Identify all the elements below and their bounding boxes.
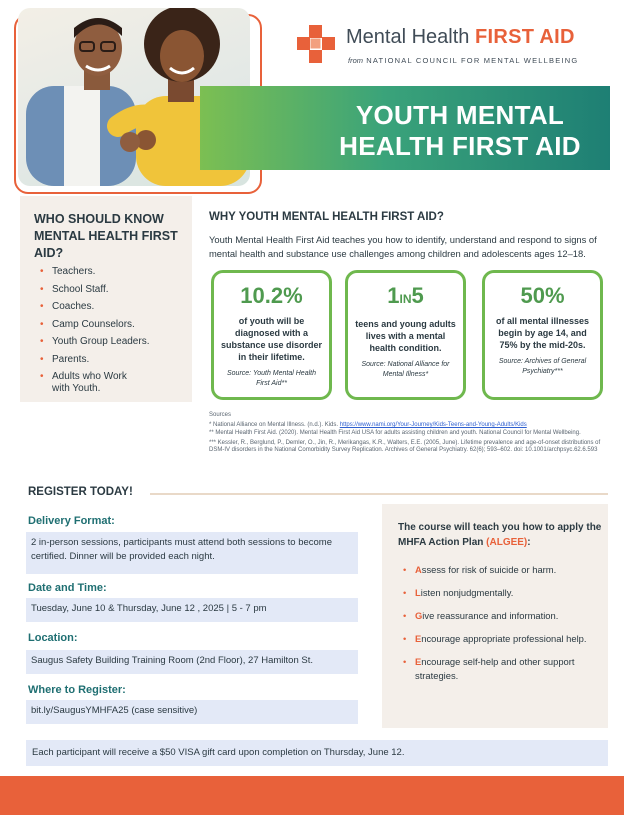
list-item: • School Staff. bbox=[40, 284, 149, 296]
divider bbox=[150, 493, 608, 495]
sources bbox=[209, 412, 607, 454]
stat-value: 50% bbox=[520, 283, 565, 308]
register-title: REGISTER TODAY! bbox=[28, 486, 133, 498]
list-item: • Camp Counselors. bbox=[40, 319, 149, 331]
source-1: * National Alliance on Mental Illness. (n.d.). Kids. https://www.nami.org/Your-Journey/Kids-Teens-and-Young-Adults/Kids bbox=[209, 422, 527, 429]
delivery-value: 2 in-person sessions, participants must attend both sessions to become certified. Dinner will be provided each night. bbox=[26, 532, 358, 574]
register-link[interactable]: bit.ly/SaugusYMHFA25 (case sensitive) bbox=[26, 700, 358, 724]
footer-bar bbox=[0, 776, 624, 815]
stat-source: Source: Archives of General Psychiatry*** bbox=[498, 358, 587, 375]
location-value: Saugus Safety Building Training Room (2nd Floor), 27 Hamilton St. bbox=[26, 650, 358, 674]
date-value: Tuesday, June 10 & Thursday, June 12 , 2025 | 5 - 7 pm bbox=[26, 598, 358, 622]
algee-list bbox=[403, 563, 601, 692]
algee-item: • Assess for risk of suicide or harm. bbox=[403, 563, 601, 577]
why-title: WHY YOUTH MENTAL HEALTH FIRST AID? bbox=[209, 211, 444, 223]
stat-description: of youth will be diagnosed with a substance use disorder in their lifetime. bbox=[220, 316, 323, 362]
brand-subtitle: from NATIONAL COUNCIL FOR MENTAL WELLBEING bbox=[348, 56, 579, 65]
algee-item: • Encourage self-help and other support strategies. bbox=[403, 655, 601, 683]
stat-card bbox=[345, 270, 466, 400]
delivery-label: Delivery Format: bbox=[28, 515, 115, 527]
stat-source: Source: Youth Mental Health First Aid** bbox=[227, 370, 316, 387]
stat-value: 1IN5 bbox=[387, 283, 424, 308]
who-title: WHO SHOULD KNOW MENTAL HEALTH FIRST AID? bbox=[34, 212, 178, 260]
list-item: • Youth Group Leaders. bbox=[40, 336, 149, 348]
gift-card-note: Each participant will receive a $50 VISA gift card upon completion on Thursday, June 12. bbox=[26, 740, 608, 766]
stat-card bbox=[211, 270, 332, 400]
stat-description: teens and young adults lives with a mental health condition. bbox=[355, 319, 456, 353]
source-link[interactable]: https://www.nami.org/Your-Journey/Kids-Teens-and-Young-Adults/Kids bbox=[339, 422, 527, 429]
algee-item: • Encourage appropriate professional help. bbox=[403, 632, 601, 646]
sources-heading: Sources bbox=[209, 412, 232, 418]
source-3: *** Kessler, R., Berglund, P., Demler, O., Jin, R., Merikangas, K.R., Walters, E.E. (2005, June). Lifetime prevalence and age-of-onset distributions of DSM-IV disorders in the National Comorbidity Survey Replication. Archives of General Psychiatry. 62(6); 593–602. doi: 10.1001/archpsyc.62.6.593 bbox=[209, 439, 601, 454]
date-label: Date and Time: bbox=[28, 582, 107, 594]
list-item: • Coaches. bbox=[40, 301, 149, 313]
algee-item: • Give reassurance and information. bbox=[403, 609, 601, 623]
location-label: Location: bbox=[28, 632, 78, 644]
algee-title: The course will teach you how to apply the MHFA Action Plan (ALGEE): bbox=[398, 522, 602, 548]
stat-value: 10.2% bbox=[240, 283, 303, 308]
why-text: Youth Mental Health First Aid teaches you how to identify, understand and respond to signs of mental health and substance use challenges among children and adolescents ages 12–18. bbox=[209, 234, 597, 259]
algee-item: • Listen nonjudgmentally. bbox=[403, 586, 601, 600]
list-item: • Parents. bbox=[40, 354, 149, 366]
page-title: YOUTH MENTAL HEALTH FIRST AID bbox=[339, 100, 581, 161]
source-2: ** Mental Health First Aid. (2020). Mental Health First Aid USA for adults assisting children and youth. National Council for Mental Wellbeing. bbox=[209, 429, 581, 436]
stat-card bbox=[482, 270, 603, 400]
register-label: Where to Register: bbox=[28, 684, 126, 696]
mhfa-cross-icon bbox=[296, 24, 336, 64]
stat-source: Source: National Alliance for Mental Illness* bbox=[361, 361, 450, 378]
brand-name: Mental Health FIRST AID bbox=[346, 26, 575, 48]
list-item: • Adults who Work with Youth. bbox=[40, 371, 140, 395]
list-item: • Teachers. bbox=[40, 266, 149, 278]
stat-description: of all mental illnesses begin by age 14, and 75% by the mid-20s. bbox=[495, 316, 590, 350]
who-list bbox=[40, 266, 149, 401]
